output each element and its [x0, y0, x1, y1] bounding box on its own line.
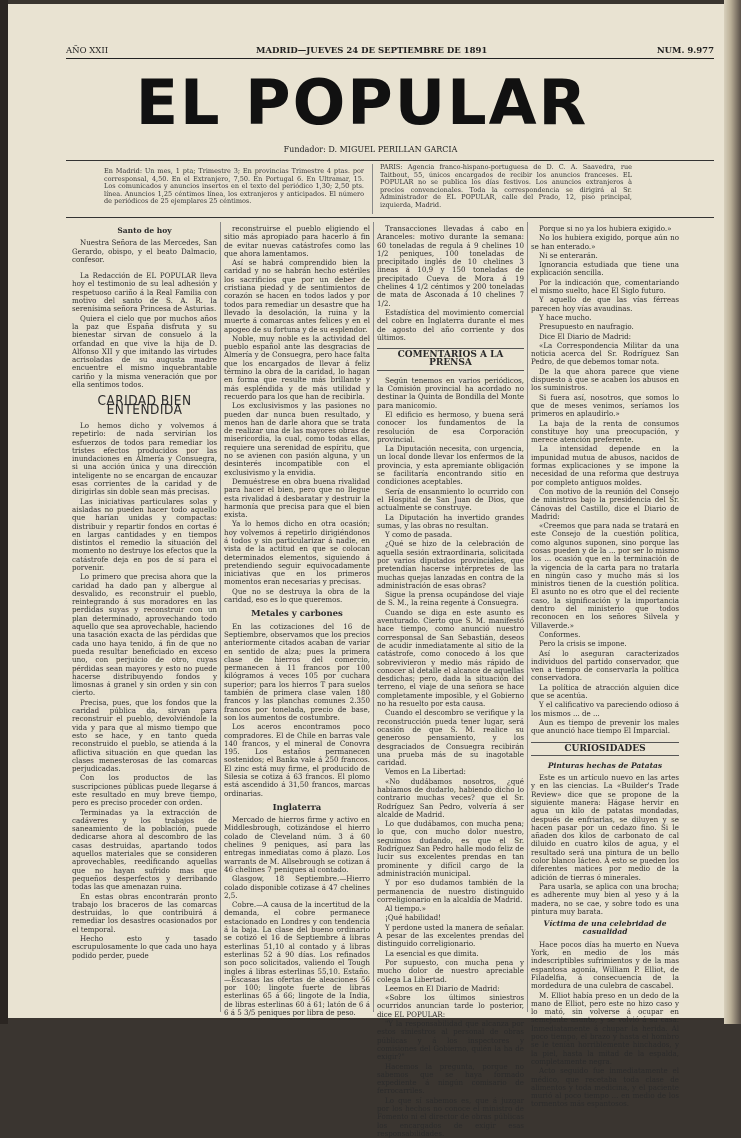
santo-heading: Santo de hoy	[117, 226, 172, 235]
paragraph: Si fuera así, nosotros, que somos lo que de meses venimos, seríamos los primeros en aplaudirlo.»	[531, 392, 679, 419]
paragraph: La baja de la renta de consumos constituye hoy una preocupación, y merece atención preferente.	[531, 418, 679, 445]
paragraph: La intensidad depende en la impunidad mutua de abusos, nacidos de formas explicaciones y se impone la necesidad de una reforma que destruya por completo antiguos moldes.	[531, 444, 679, 487]
paragraph: Conformes.	[539, 629, 581, 639]
paragraph: Hecho esto y tasado escrupulosamente lo que cada uno haya podido perder, puede	[72, 934, 217, 960]
paragraph: Noble, muy noble es la actividad del pueblo español ante las desgracias de Almería y de Consuegra, pero hace falta que los encargados de llevar á feliz término la obra de la caridad, lo hagan en forma que resulte más brillante y más espléndida y de más utilidad y recuerdo para los que han de recibirla.	[224, 333, 370, 401]
paragraph: La Diputación necesita, con urgencia, un local donde llevar los enfermos de la provincia, y esta apremiante obligación se facilitaría encontrando sitio en condiciones aceptables.	[377, 444, 524, 487]
paragraph: Los aceros encontramos poco compradores. El de Chile en barras vale 140 francos, y el mineral de Conovra 195. Los estaños permanecen sostenidos; el Banka vale á 250 francos. El zinc está muy firme, el producido de Silesia se cotiza á 63 francos. El plomo está ascendido á 31,50 francos, marcas ordinarias.	[224, 722, 370, 798]
paragraph: Precisa, pues, que los fondos que la caridad pública da, sirvan para reconstruir el pueblo, devolviéndole la vida y para que al mismo tiempo que esto se hace, y en tanto queda reconstruido el pueblo, se atienda á la aflictiva situación en que quedan las clases menesterosas de las comarcas perjudicadas.	[72, 697, 217, 774]
column-2	[224, 224, 370, 1018]
paragraph: Ni se enterarán.	[539, 250, 598, 260]
paragraph: Al tiempo.»	[385, 904, 426, 914]
paragraph: «Sobre los últimos siniestros ocurridos anuncian tarde lo posterior, dice EL POPULAR:	[377, 993, 524, 1019]
paragraph: Sería de ensanmiento lo ocurrido con el Hospital de San Juan de Dios, que actualmente se construye.	[377, 486, 524, 513]
founder-line: Fundador: D. MIGUEL PERILLAN GARCIA	[283, 145, 458, 154]
subscription-prices: En Madrid: Un mes, 1 pta; Trimestre 3; En provincias Trimestre 4 ptas. por corresponsal, 4,50. En el Extranjero, 7,50. En Portugal 6. En Ultramar, 15. Los comunicados y anuncios insertos en el texto del periódico 1,30; 2,50 pts. línea. Anuncios 1,25 céntimos línea, los extranjeros y anticipados. El número de periódicos de 25 ejemplares 25 céntimos.	[104, 167, 364, 206]
masthead-rule	[66, 160, 714, 161]
paragraph: Porque si no ya los hubiera exigido.»	[539, 224, 672, 233]
paragraph: Y por eso dudamos también de la permanencia de nuestro distinguido correligionario en la alcaldía de Madrid.	[377, 878, 524, 904]
paragraph: Y perdone usted la manera de señalar. A pesar de las excelentes prendas del distinguido correligionario.	[377, 922, 524, 949]
paragraph: Lo hemos dicho y volvemos á repetirlo: de nada servirían los esfuerzos de todos para remediar los tristes efectos producidos por las inundaciones en Almería y Consuegra, si una acción única y una dirección inteligente no se encargan de encauzar esas corrientes de la caridad y de dirigirlas sin doble sean más precisas.	[72, 420, 217, 497]
column-3	[377, 224, 524, 1138]
issue-number: NUM. 9.977	[656, 46, 714, 56]
paragraph: ¡Qué habilidad!	[385, 913, 441, 923]
paragraph: Acto seguido fue inmediatamente el médico, que recetaba toda clase de alimentos y toda medicina, y el paciente murió al poco tiempo ... en medio de los tormentos más espantosos.	[531, 1066, 679, 1109]
paragraph: La Diputación ha invertido grandes sumas, y las obras no resultan.	[377, 512, 524, 530]
paragraph: Y el calificativo va pareciendo odioso á los mismos ... de ...	[531, 700, 679, 718]
paragraph: Estadística del movimiento comercial del cobre en Inglaterra durante el mes de agosto del año corriente y dos últimos.	[377, 307, 524, 342]
paragraph: Leemos en El Diario de Madrid:	[385, 983, 500, 993]
subinfo-divider	[372, 164, 373, 214]
section-heading: Inglaterra	[272, 802, 322, 813]
paragraph: Y como de pasada.	[385, 530, 453, 540]
paragraph: reconstruirse el pueblo eligiendo el sitio más apropiado para hacerlo á fin de evitar nuevas catástrofes como las que ahora lamentamos.	[224, 224, 370, 258]
paragraph: De la que ahora parece que viene dispuesto á que se acaben los abusos en los suministros.	[531, 366, 679, 393]
paragraph: Así se habrá comprendido bien la caridad y no se habrán hecho estériles los sacrificios que por un deber de cristiana piedad y de sentimientos de corazón se hacen en todos lados y por todos para remediar un desastre que ha llevado la desolación, la ruina y la muerte á comarcas antes felices y en el apogeo de su fortuna y de su esplendor.	[224, 258, 370, 334]
santo-text: Nuestra Señora de las Mercedes, San Gerardo, obispo, y el beato Dalmacio, confesor.	[72, 238, 217, 264]
paragraph: Y aquello de que las vías férreas parecen hoy vías avaudinas.	[531, 295, 679, 313]
column-divider-1	[220, 222, 221, 1012]
column-divider-3	[527, 222, 528, 1012]
paragraph: Sigue la prensa ocupándose del viaje de S. M., la reina regente á Consuegra.	[377, 590, 524, 608]
paragraph: Las iniciativas particulares solas y aisladas no pueden hacer todo aquello que harían unidas y compactas: distribuir y repartir fondos en cortas é en largas cantidades y en tiempos distintos el remedio la situación del momento no destruye los efectos que la catástrofe deja en pos de sí para el porvenir.	[72, 496, 217, 572]
paragraph: Terminadas ya la extracción de cadáveres y los trabajos de saneamiento de la población, puede dedicarse ahora al descombro de las casas destruidas, apartando todos aquellos materiales que se consideren aprovechables, reedificando aquellas que no hayan sufrido mas que pequeños desperfectos y derribando todas las que amenazan ruina.	[72, 807, 217, 892]
paragraph: Por supuesto, con mucha pena y mucho dolor de nuestro apreciable colega La Libertad.	[377, 957, 524, 984]
paragraph: La política de atracción alguien dice que se acentúa.	[531, 682, 679, 701]
paragraph: Vemos en La Libertad:	[385, 767, 466, 777]
paragraph: Ya lo hemos dicho en otra ocasión; hoy volvemos á repetirlo dirigiéndonos á todos y sin particularizar á nadie, en vista de la actitud en que se colocan determinados elementos, siguiendo á pretendiendo seguir equivocadamente iniciativas que en los primeros momentos eran necesarias y precisas.	[224, 519, 370, 587]
paragraph: Cobre.—A causa de la incertitud de la demanda, el cobre permanece estacionado en Londres y con tendencia á la baja. La clase del bueno ordinario se cotizó el 16 de Septiembre á libras esterlinas 51,10 al contado y á libras esterlinas 52 á 90 días. Los refinados son poco solicitados, valiendo el Tough ingles á libras esterlinas 55,10. Estaño.—Escasas las ofertas de aleaciones 56 por 100; lingote fuerte de libras esterlinas 65 á 66; lingote de la India, de libras esterlinas 60 á 61; latón de 6 á 6 á 5 3/5 peniques por libra de peso.	[224, 900, 370, 1018]
column-divider-2	[373, 222, 374, 1012]
paragraph: Los exclusivismos y las pasiones no pueden dar nunca buen resultado, y menos han de darle ahora que se trata de realizar una de las mayores obras de misericordia, la cual, como todas ellas, requiere una serenidad de espíritu, que no se avienen con pasión alguna, y un desinterés incompatible con el exclusivismo y la envidia.	[224, 401, 370, 477]
paragraph: Pero la crisis se impone.	[539, 639, 627, 649]
paragraph: Que no se destruya la obra de la caridad, eso es lo que queremos.	[224, 586, 370, 605]
paragraph: Aun es tiempo de prevenir los males que anunció hace tiempo El Imparcial.	[531, 717, 679, 736]
paragraph: Así lo aseguran caracterizados individuos del partido conservador, que ven a tiempo de conservarla la política conservadora.	[531, 648, 679, 683]
section-heading: CURIOSIDADES	[531, 742, 679, 756]
article-subheading: Víctima de una celebridad de casualidad	[543, 919, 667, 937]
article-subheading: Pinturas hechas de Patatas	[547, 760, 663, 770]
paragraph: En las cotizaciones del 16 de Septiembre, observamos que los precios anteriormente citados acaban de variar en sentido de alza; pues la primera clase de hierros del comercio, permanecen á 11 francos por 100 kilógramos á veces 105 por cuchara superior; para los hierros T para suelos también de primera clase valen 180 francos y las planchas comunes 2.350 francos por tonelada, precio de base, son los aumentos de costumbre.	[224, 621, 370, 722]
paragraph: Según tenemos en varios periódicos, la Comisión provincial ha acordado no destinar la Quinta de Bondilla del Monte para manicomio.	[377, 375, 524, 410]
paragraph: Por la indicación que, comentariando el mismo suelto, hace El Siglo futuro.	[531, 277, 679, 296]
paragraph: Con motivo de la reunión del Consejo de ministros bajo la presidencia del Sr. Cánovas del Castillo, dice el Diario de Madrid:	[531, 486, 679, 521]
paragraph: Lo que dudábamos, con mucha pena; lo que, con mucho dolor nuestro, seguimos dudando, es que el Sr. Rodríguez San Pedro halle modo feliz de lucir sus excelentes prendas en tan prominente y difícil cargo de la administración municipal.	[377, 819, 524, 878]
paragraph: «No dudábamos nosotros, ¿qué habíamos de dudarlo, habiendo dicho lo contrario muchas veces? que el Sr. Rodríguez San Pedro, volvería á ser alcalde de Madrid.	[377, 776, 524, 819]
paragraph: La Redacción de EL POPULAR lleva hoy el testimonio de su leal adhesión y respetuoso cariño á la Real Familia con motivo del santo de S. A. R. la serenísima señora Princesa de Asturias.	[72, 271, 217, 314]
paragraph: No los hubiera exigido, porque aún no se han enterado.»	[531, 233, 679, 251]
paragraph: Presupuesto en naufragio.	[539, 322, 634, 332]
paragraph: «La Correspondencia Militar da una noticia acerca del Sr. Rodríguez San Pedro, de que debemos tomar nota.	[531, 340, 679, 367]
paragraph: Este es un artículo nuevo en las artes y en las ciencias. La «Builder's Trade Review» dice que se propone de la siguiente manera: Hágase hervir en agua un kilo de patatas mondadas, después de enfriarlas, se diluyen y se hacen pasar por un cedazo fino. Si le añaden dos kilos de carbonato de cal diluido en cuatro kilos de agua, y el resultado será una pintura de un bello color blanco lácteo. A esto se pueden los diferentes matices por medio de la adición de tierras ó minerales.	[531, 773, 679, 882]
paragraph: Ignorancia estudiada que tiene una explicación sencilla.	[531, 260, 679, 278]
paragraph: Cuando el descombro se verifique y la reconstrucción pueda tener lugar, será ocasión de que S. M. realice su generoso pensamiento, y los desgraciados de Consuegra recibirán una prueba más de su inagotable caridad.	[377, 708, 524, 768]
paragraph: M. Elliot había preso en un dedo de la mano de Elliot, pero este no hizo caso y lo mató, sin volverse á ocupar en semejante asunto, y se volvió á su casa. Inmediatamente á chupar la herida. Al poco tiempo, el brazo y hasta el hombro se le tenían horriblemente hinchados, y la piel, hasta la mitad de la espalda, completamente negra.	[531, 990, 679, 1066]
paragraph: El edificio es hermoso, y buena será conocer los fundamentos de la resolución de esa Corporación provincial.	[377, 409, 524, 444]
paragraph: Con los productos de las suscripciones públicas puede llegarse á este resultado en muy breve tiempo, pero es preciso proceder con orden.	[72, 773, 217, 808]
paragraph: Y hace mucho.	[539, 312, 592, 322]
paragraph: "Y la responsabilidad que alcanza por estos siniestros al personal de obras públicas y á los inspectores y comisiones del Gobierno, quién la ha de exigir?"	[377, 1019, 524, 1062]
paragraph: Para usarla, se aplica con una brocha; es adherente muy bien al yeso y á la madera, no se cae, y sobre todo es una pintura muy barata.	[531, 881, 679, 916]
paragraph: Mercado de hierros firme y activo en Middlesbrough, cotizándose el hierro colado de Cleveland núm. 3 á 60 chelines 9 peniques, así para las entregas inmediatas como á plazo. Los warrants de M. Allsebrough se cotizan á 46 chelines 7 peniques al contado.	[224, 815, 370, 874]
section-heading: COMENTARIOS A LA PRENSA	[377, 348, 524, 371]
dateline: MADRID—JUEVES 24 DE SEPTIEMBRE DE 1891	[256, 46, 488, 56]
article-headline: CARIDAD BIEN ENTENDIDA	[97, 393, 192, 418]
paragraph: Hace pocos días ha muerto en Nueva York, en medio de los más indescriptibles sufrimientos y de la mas espantosa agonía, William P. Elliot, de Filadelfia, á consecuencia de la mordedura de una culebra de cascabel.	[531, 939, 679, 991]
paragraph: Transacciones llevadas á cabo en Aranceles: motivo durante la semana: 60 toneladas de regula á 9 chelines 10 1/2 peniques, 100 toneladas de precipitado inglés de 10 chelines 3 lineas á 10,9 y 150 toneladas de precipitado Cueva de Mora á 19 chelines 4 1/2 céntimos y 200 toneladas de mata de Asconada á 10 chelines 7 1/2.	[377, 224, 524, 308]
section-heading: Metales y carbones	[251, 609, 343, 620]
top-rule	[66, 58, 714, 59]
paragraph: Hacemos la pregunta, porque no sabemos que se haya formado expediente á ningún comisario de ferrocarriles.	[377, 1061, 524, 1096]
column-4	[531, 224, 679, 1109]
paragraph: Demuéstrese en obra buena rivalidad para hacer el bien, pero que no llegue esta rivalidad á desbaratar y destruir la harmonía que precisa para que el bien exista.	[224, 476, 370, 520]
column-1	[72, 225, 217, 1015]
masthead-title: EL POPULAR	[135, 66, 589, 139]
year-label: AÑO XXII	[66, 46, 109, 56]
paragraph: Lo que sí sabemos es, que á juzgar por los hechos no conoce el ministro de Fomento ni el director de obras públicas los encargados de exigir esas responsabilidades.	[377, 1095, 524, 1138]
content-top-rule	[66, 217, 714, 218]
paragraph: Cuando se diga en este asunto es aventurado. Cierto que S. M. manifestó hace tiempo, como anunció nuestro corresponsal de San Sebastián, deseos de acudir inmediatamente al sitio de la catástrofe, como conocedo á los que sobrevivieron y medio más rápido de conocer al detalle el alcance de aquellas desdichas; pero, dada la situación del terreno, el viaje de una señora se hace completamente imposible, y el Gobierno no ha resuelto por esta causa.	[377, 607, 524, 709]
paragraph: Glasgow, 18 Septiembre.—Hierro colado disponible cotizase á 47 chelines 2,5.	[224, 874, 370, 900]
paragraph: En estas obras encontrarán pronto trabajo los braceros de las comarcas destruidas, lo que contribuirá á remediar los desastres ocasionados por el temporal.	[72, 891, 217, 934]
paragraph: Dice El Diario de Madrid:	[539, 331, 632, 341]
paragraph: ¿Qué se hizo de la celebración de aquella sesión extraordinaria, solicitada por varios diputados provinciales, que pretendían hacerse intérpretes de las muchas quejas lanzadas en contra de la administración de esas obras?	[377, 539, 524, 590]
paragraph: Lo primero que precisa ahora que la caridad ha dado pan y albergue al desvalido, es reconstruir el pueblo, reintegrando á sus moradores en las perdidas suyas y reconstruir con un plan determinado, aprovechando todo aquello que sea aprovechable, haciendo una tasación exacta de las pérdidas que cada uno haya tenido, á fin de que no pueda resultar beneficiado en exceso uno, con perjuicio de otro, cuyas pérdidas sean mayores y esto no puede hacerse distribuyendo fondos y limosnas á granel y sin orden y sin con cierto.	[72, 572, 217, 698]
paragraph: «Creemos que para nada se tratará en este Consejo de la cuestión política, como algunos suponen, sino porque las cosas pueden y de la ... por ser lo mismo los ... ocasión que en la terminación de la vigencia de la carta para no tratarla en ningún caso y mucho más si los ministros tienen de la cuestión política. El asunto no es otro que el del reciente caso, la significación y la importancia dentro del ministerio que todos reconocen en los señores Silvela y Villaverde.»	[531, 521, 679, 630]
paragraph: La esencial es que dimita.	[385, 948, 479, 958]
paris-agency-info: PARIS: Agencia franco-hispano-portuguesa de D. C. A. Saavedra, rue Taitbout, 55, únicos encargados de recibir los anuncios franceses. EL POPULAR no se publica los días festivos. Los anuncios extranjeros à precios convencionales. Toda la correspondencia se dirigirá al Sr. Administrador de EL POPULAR, calle del Prado, 12, piso principal, izquierda, Madrid.	[380, 163, 632, 209]
paragraph: Quiera el cielo que por muchos años la paz que España disfruta y su bienestar sirvan de consuelo á la orfandad en que vive la hija de D. Alfonso XII y que imitando las virtudes acrisoladas de su augusta madre encuentre el mismo inquebrantable cariño y la misma veneración que por ella sentimos todos.	[72, 313, 217, 390]
